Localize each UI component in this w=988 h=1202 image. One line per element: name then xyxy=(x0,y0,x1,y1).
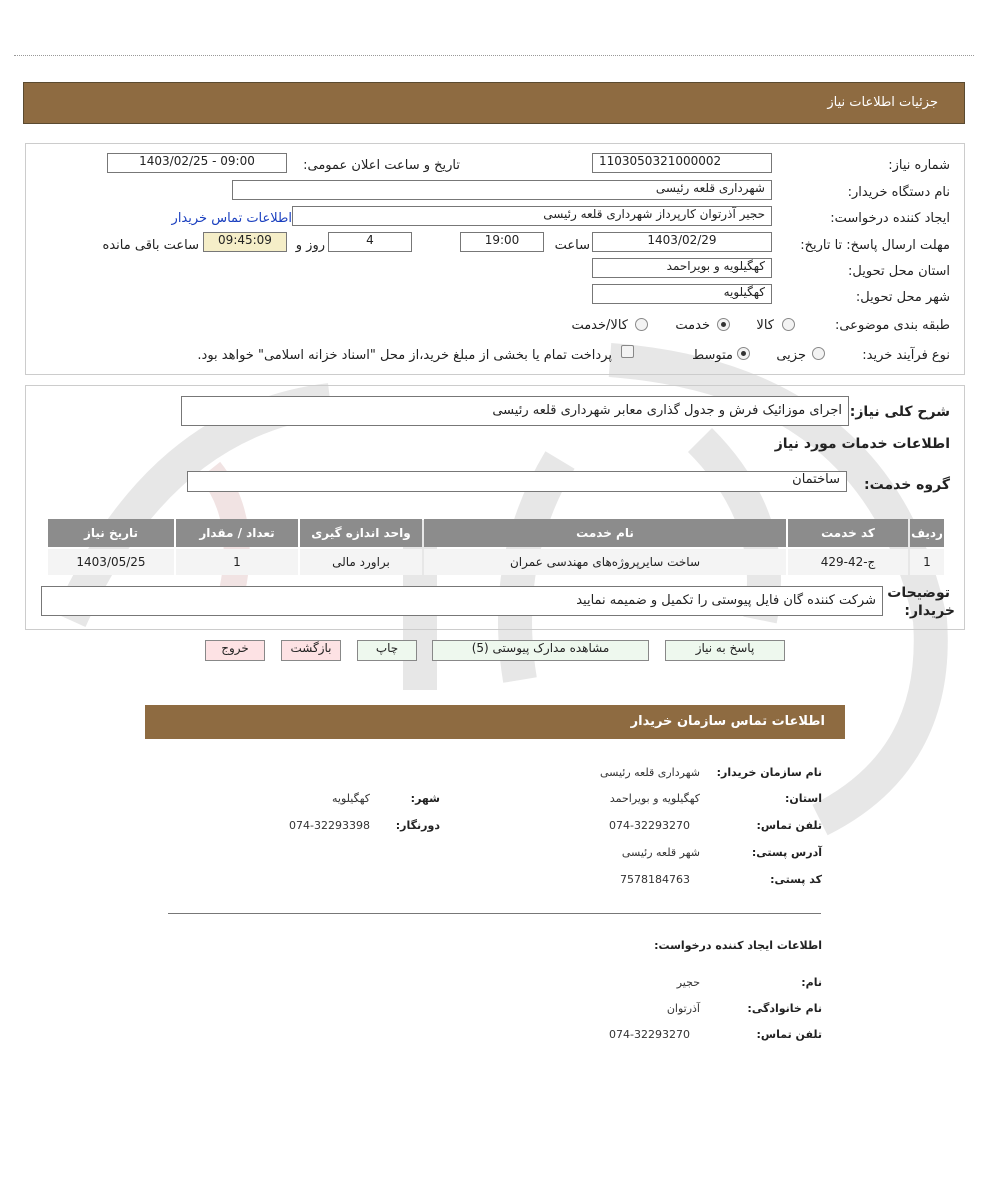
deadline-date-field: 1403/02/29 xyxy=(592,232,772,252)
top-dotted-divider xyxy=(14,55,974,56)
contact-province: کهگیلویه و بویراحمد xyxy=(609,792,700,805)
remaining-time-field: 09:45:09 xyxy=(203,232,287,252)
services-table xyxy=(46,517,946,577)
contact-fax: 074-32293398 xyxy=(289,819,370,832)
contact-org: شهرداری قلعه رئیسی xyxy=(599,766,700,779)
category-radio-goods-service[interactable] xyxy=(635,318,648,331)
cell-service-code: ج-42-429 xyxy=(788,549,908,575)
creator-label: ایجاد کننده درخواست: xyxy=(830,211,950,226)
print-button[interactable]: چاپ xyxy=(357,640,417,661)
cell-service-name: ساخت سایرپروژه‌های مهندسی عمران xyxy=(424,549,786,575)
province-field: کهگیلویه و بویراحمد xyxy=(592,258,772,278)
process-option-minor: جزیی xyxy=(776,348,806,363)
contact-postal-label: کد پستی: xyxy=(770,873,822,886)
cell-need-date: 1403/05/25 xyxy=(48,549,174,575)
notes-field: شرکت کننده گان فایل پیوستی را تکمیل و ضمیمه نمایید xyxy=(41,586,883,616)
table-row xyxy=(48,549,944,575)
col-service-code: کد خدمت xyxy=(788,519,908,547)
category-radio-goods[interactable] xyxy=(782,318,795,331)
contact-postal: 7578184763 xyxy=(620,873,690,886)
category-option-goods: کالا xyxy=(756,318,774,333)
creator-field: حجیر آذرتوان کارپرداز شهرداری قلعه رئیسی xyxy=(292,206,772,226)
col-unit: واحد اندازه گیری xyxy=(300,519,422,547)
notes-label-line2: خریدار: xyxy=(904,603,955,619)
service-group-field: ساختمان xyxy=(187,471,847,492)
category-option-service: خدمت xyxy=(675,318,710,333)
requester-title: اطلاعات ایجاد کننده درخواست: xyxy=(654,939,822,952)
summary-field: اجرای موزائیک فرش و جدول گذاری معابر شهرداری قلعه رئیسی xyxy=(181,396,849,426)
cell-quantity: 1 xyxy=(176,549,298,575)
view-attachments-button[interactable]: مشاهده مدارک پیوستی (5) xyxy=(432,640,649,661)
contact-city: کهگیلویه xyxy=(332,792,370,805)
treasury-payment-checkbox[interactable] xyxy=(621,345,634,358)
category-radio-service[interactable] xyxy=(717,318,730,331)
requester-family-label: نام خانوادگی: xyxy=(747,1002,822,1015)
remaining-label: ساعت باقی مانده xyxy=(102,238,199,253)
back-button[interactable]: بازگشت xyxy=(281,640,341,661)
contact-phone: 074-32293270 xyxy=(609,819,690,832)
city-field: کهگیلویه xyxy=(592,284,772,304)
reply-button[interactable]: پاسخ به نیاز xyxy=(665,640,785,661)
col-service-name: نام خدمت xyxy=(424,519,786,547)
buyer-contact-title: اطلاعات تماس سازمان خریدار xyxy=(630,714,825,729)
services-heading: اطلاعات خدمات مورد نیاز xyxy=(774,436,950,452)
buyer-contact-header xyxy=(145,705,845,739)
buyer-contact-link[interactable]: اطلاعات تماس خریدار xyxy=(171,211,292,226)
col-need-date: تاریخ نیاز xyxy=(48,519,174,547)
city-label: شهر محل تحویل: xyxy=(855,290,950,305)
summary-label: شرح کلی نیاز: xyxy=(849,404,950,420)
contact-org-label: نام سازمان خریدار: xyxy=(716,766,822,779)
service-group-label: گروه خدمت: xyxy=(864,477,950,493)
contact-address-label: آدرس پستی: xyxy=(751,846,822,859)
exit-button[interactable]: خروج xyxy=(205,640,265,661)
province-label: استان محل تحویل: xyxy=(848,264,950,279)
category-label: طبقه بندی موضوعی: xyxy=(834,318,950,333)
buyer-org-field: شهرداری قلعه رئیسی xyxy=(232,180,772,200)
page-header-bar xyxy=(23,82,965,124)
announce-date-label: تاریخ و ساعت اعلان عمومی: xyxy=(303,158,460,173)
contact-phone-label: تلفن تماس: xyxy=(756,819,822,832)
buyer-org-label: نام دستگاه خریدار: xyxy=(847,185,950,200)
requester-family: آذرتوان xyxy=(666,1002,700,1015)
requester-name: حجیر xyxy=(676,976,700,989)
days-field: 4 xyxy=(328,232,412,252)
need-number-label: شماره نیاز: xyxy=(888,158,950,173)
contact-divider xyxy=(168,913,821,914)
need-info-panel xyxy=(25,143,965,375)
col-row-number: ردیف xyxy=(910,519,944,547)
cell-row-number: 1 xyxy=(910,549,944,575)
deadline-time-label: ساعت xyxy=(554,238,590,253)
contact-province-label: استان: xyxy=(785,792,822,805)
category-option-goods-service: کالا/خدمت xyxy=(571,318,628,333)
contact-city-label: شهر: xyxy=(410,792,440,805)
requester-phone-label: تلفن تماس: xyxy=(756,1028,822,1041)
notes-label-line1: توضیحات xyxy=(887,585,950,601)
process-radio-minor[interactable] xyxy=(812,347,825,360)
contact-address: شهر قلعه رئیسی xyxy=(621,846,700,859)
col-quantity: تعداد / مقدار xyxy=(176,519,298,547)
page-title: جزئیات اطلاعات نیاز xyxy=(827,95,938,110)
requester-name-label: نام: xyxy=(801,976,822,989)
days-label: روز و xyxy=(295,238,325,253)
announce-date-field: 1403/02/25 - 09:00 xyxy=(107,153,287,173)
requester-phone: 074-32293270 xyxy=(609,1028,690,1041)
contact-fax-label: دورنگار: xyxy=(395,819,440,832)
process-radio-medium[interactable] xyxy=(737,347,750,360)
process-label: نوع فرآیند خرید: xyxy=(862,348,950,363)
cell-unit: براورد مالی xyxy=(300,549,422,575)
deadline-label: مهلت ارسال پاسخ: تا تاریخ: xyxy=(800,238,950,253)
deadline-time-field: 19:00 xyxy=(460,232,544,252)
need-number-field: 1103050321000002 xyxy=(592,153,772,173)
treasury-payment-note: پرداخت تمام یا بخشی از مبلغ خرید،از محل "اسناد خزانه اسلامی" خواهد بود. xyxy=(197,348,612,363)
process-option-medium: متوسط xyxy=(692,348,733,363)
